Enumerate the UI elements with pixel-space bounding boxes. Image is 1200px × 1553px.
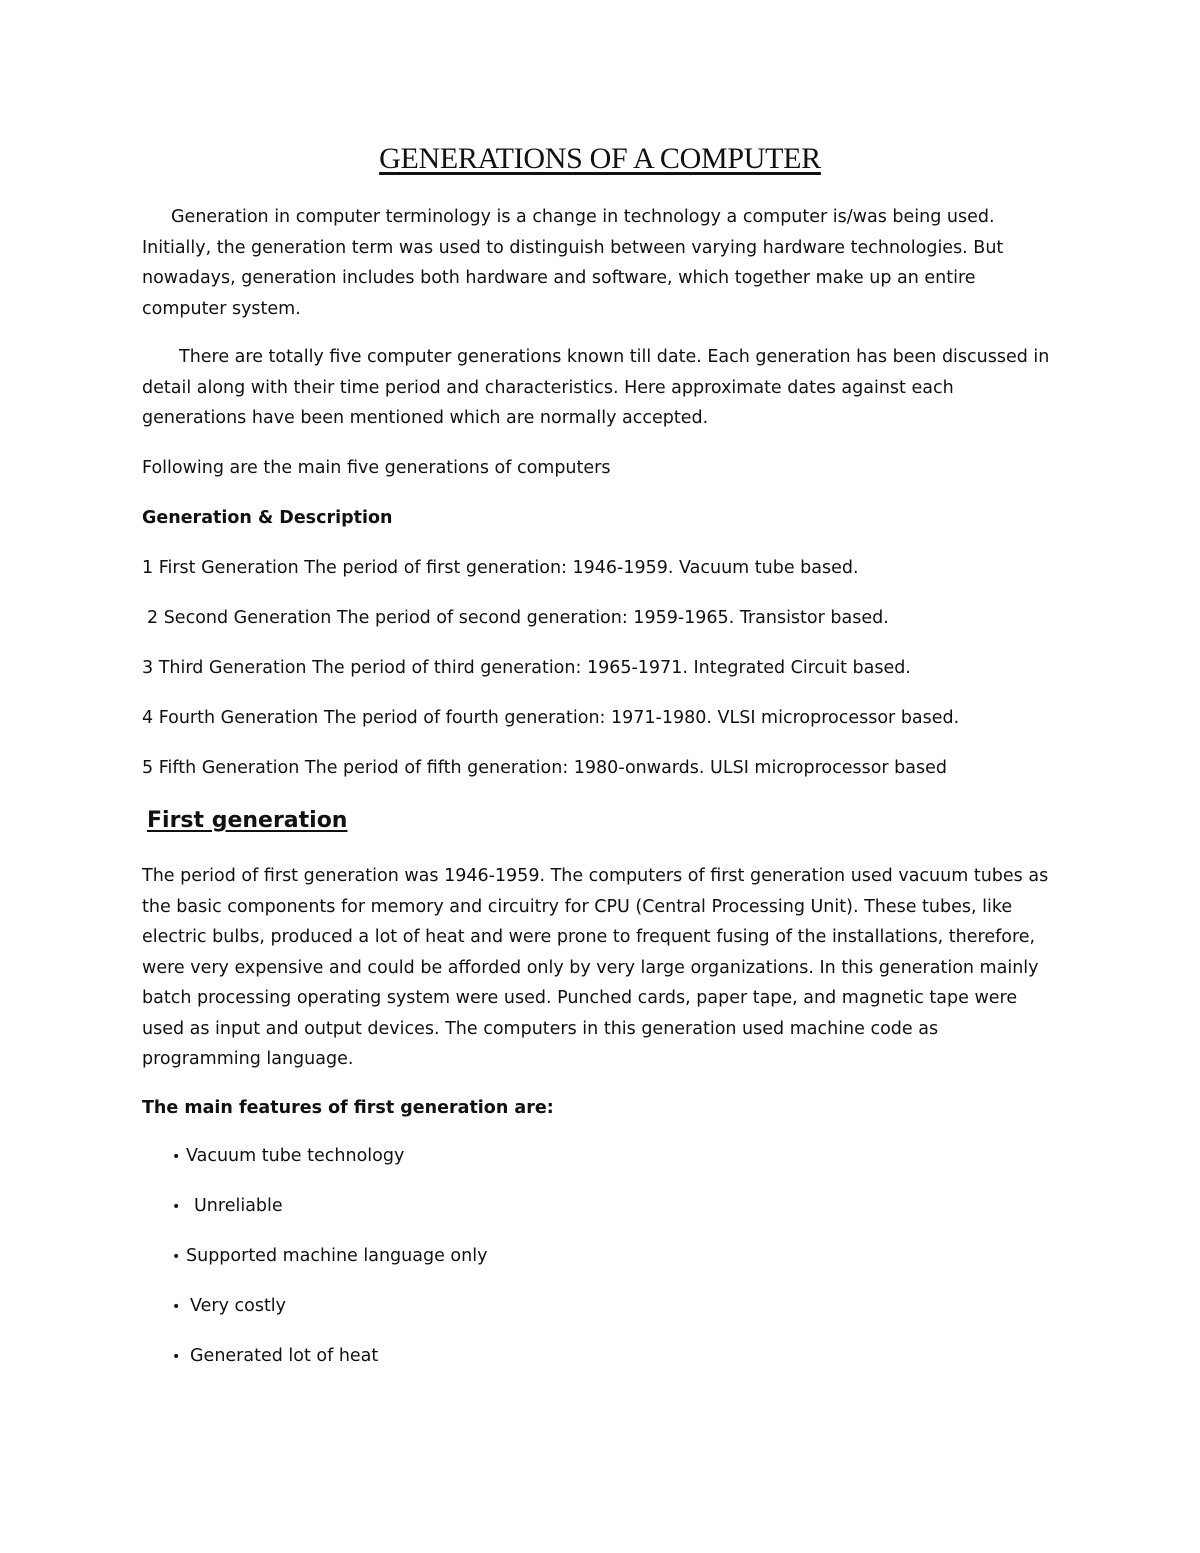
- feature-text: Vacuum tube technology: [186, 1146, 405, 1166]
- feature-item: [172, 1145, 487, 1195]
- generation-item-1: 1 First Generation The period of first generation: 1946-1959. Vacuum tube based.: [142, 558, 859, 578]
- feature-text: Very costly: [190, 1296, 287, 1316]
- bullet-icon: •: [172, 1199, 181, 1215]
- generation-item-3: 3 Third Generation The period of third generation: 1965-1971. Integrated Circuit based.: [142, 658, 911, 678]
- first-generation-body: The period of first generation was 1946-1959. The computers of first generation used vacuum tubes as the basic components for memory and circuitry for CPU (Central Processing Unit). These tubes, like electric bulbs, produced a lot of heat and were prone to frequent fusing of the installations, therefore, were very expensive and could be afforded only by very large organizations. In this generation mainly batch processing operating system were used. Punched cards, paper tape, and magnetic tape were used as input and output devices. The computers in this generation used machine code as programming language.: [142, 866, 1049, 1069]
- generation-item-2: 2 Second Generation The period of second generation: 1959-1965. Transistor based.: [147, 608, 889, 628]
- feature-item: [172, 1245, 487, 1295]
- features-list: [172, 1145, 487, 1395]
- bullet-icon: •: [172, 1349, 181, 1365]
- bullet-icon: •: [172, 1299, 181, 1315]
- feature-item: [172, 1195, 487, 1245]
- intro-paragraph-2: There are totally five computer generations known till date. Each generation has been discussed in detail along with their time period and characteristics. Here approximate dates against each generations have been mentioned which are normally accepted.: [142, 347, 1050, 428]
- feature-item: [172, 1295, 487, 1345]
- feature-text: Supported machine language only: [186, 1246, 488, 1266]
- feature-item: [172, 1345, 487, 1395]
- list-intro: Following are the main five generations of computers: [142, 458, 611, 478]
- first-generation-heading: First generation: [147, 808, 348, 833]
- bullet-icon: •: [172, 1249, 181, 1265]
- intro-paragraph-1: Generation in computer terminology is a change in technology a computer is/was being used. Initially, the generation term was used to distinguish between varying hardware technologies. But nowadays, generation includes both hardware and software, which together make up an entire computer system.: [142, 207, 1004, 319]
- features-heading: The main features of first generation are:: [142, 1098, 554, 1118]
- table-heading: Generation & Description: [142, 508, 393, 528]
- bullet-icon: •: [172, 1149, 181, 1165]
- generation-item-5: 5 Fifth Generation The period of fifth generation: 1980-onwards. ULSI microprocessor based: [142, 758, 948, 778]
- document-title: GENERATIONS OF A COMPUTER: [379, 142, 821, 175]
- generation-item-4: 4 Fourth Generation The period of fourth generation: 1971-1980. VLSI microprocessor based.: [142, 708, 960, 728]
- feature-text: Generated lot of heat: [190, 1346, 379, 1366]
- feature-text: Unreliable: [194, 1196, 283, 1216]
